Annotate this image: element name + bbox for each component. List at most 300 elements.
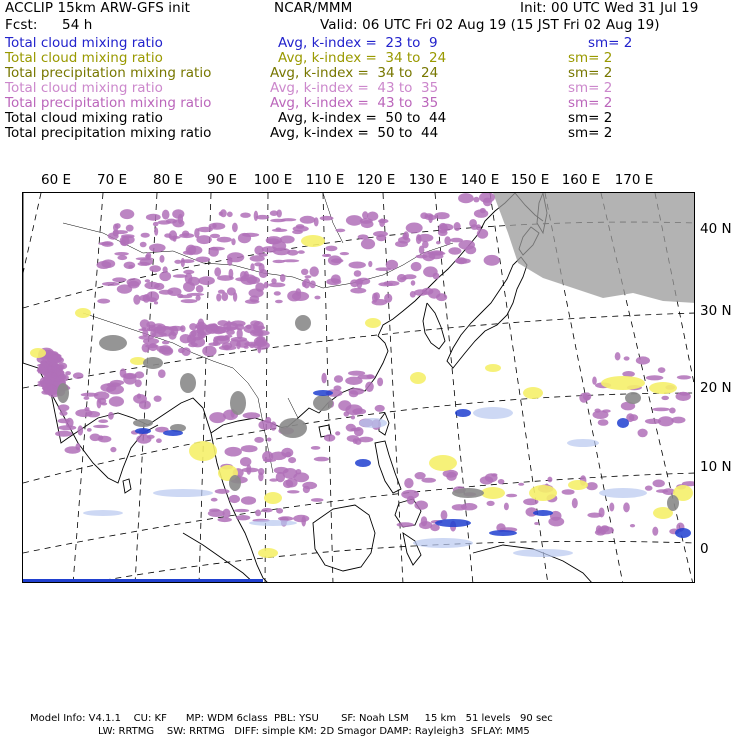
- longitude-label: 110 E: [305, 172, 345, 188]
- legend-avg-kindex: Avg, k-index = 43 to 35: [270, 80, 439, 96]
- purple-cloud-patch: [110, 447, 116, 452]
- purple-cloud-patch: [150, 329, 156, 337]
- gray-cloud-core: [143, 357, 163, 369]
- purple-cloud-patch: [331, 274, 341, 283]
- purple-cloud-patch: [227, 252, 244, 262]
- purple-cloud-patch: [280, 274, 286, 282]
- purple-cloud-patch: [226, 330, 235, 335]
- purple-cloud-patch: [325, 254, 331, 257]
- purple-cloud-patch: [140, 242, 147, 248]
- purple-cloud-patch: [180, 334, 192, 343]
- purple-cloud-patch: [335, 431, 340, 435]
- purple-cloud-patch: [638, 429, 648, 438]
- purple-cloud-patch: [403, 274, 416, 279]
- purple-cloud-patch: [350, 288, 366, 294]
- purple-cloud-patch: [480, 476, 493, 484]
- purple-cloud-patch: [433, 273, 440, 280]
- purple-cloud-patch: [351, 415, 355, 419]
- purple-cloud-patch: [159, 272, 171, 282]
- yellow-cloud-patch: [264, 492, 282, 504]
- fcst-value: 54 h: [62, 17, 93, 33]
- purple-cloud-patch: [658, 367, 666, 373]
- blue-cloud-patch: [435, 519, 471, 527]
- purple-cloud-patch: [194, 228, 199, 238]
- blue-cloud-patch: [313, 390, 333, 396]
- legend-field-name: Total cloud mixing ratio: [5, 80, 163, 96]
- yellow-cloud-patch: [568, 480, 588, 490]
- purple-cloud-patch: [93, 425, 109, 428]
- purple-cloud-patch: [354, 270, 362, 277]
- purple-cloud-patch: [441, 510, 448, 520]
- purple-cloud-patch: [127, 278, 142, 287]
- purple-cloud-patch: [160, 255, 165, 263]
- purple-cloud-patch: [144, 282, 159, 289]
- purple-cloud-patch: [473, 197, 479, 203]
- model-info-line2: LW: RRTMG SW: RRTMG DIFF: simple KM: 2D Smagor DAMP: Rayleigh3 SFLAY: MM5: [98, 726, 530, 737]
- purple-cloud-patch: [78, 425, 84, 435]
- model-info-line1: Model Info: V4.1.1 CU: KF MP: WDM 6class PBL: YSU SF: Noah LSM 15 km 51 levels 90 sec: [30, 713, 553, 724]
- purple-cloud-patch: [66, 418, 74, 428]
- light-blue-cloud-patch: [359, 418, 387, 428]
- light-blue-cloud-patch: [567, 439, 599, 447]
- gray-cloud-core: [452, 488, 484, 498]
- purple-cloud-patch: [609, 503, 614, 512]
- purple-cloud-patch: [411, 262, 422, 271]
- purple-cloud-patch: [101, 402, 107, 405]
- purple-cloud-patch: [149, 265, 161, 272]
- yellow-cloud-patch: [75, 308, 91, 318]
- purple-cloud-patch: [615, 352, 621, 360]
- purple-cloud-patch: [301, 269, 308, 275]
- valid-time: Valid: 06 UTC Fri 02 Aug 19 (15 JST Fri 02 Aug 19): [320, 17, 660, 33]
- purple-cloud-patch: [456, 257, 467, 264]
- blue-cloud-patch: [675, 528, 691, 538]
- latitude-label: 30 N: [700, 303, 732, 319]
- purple-cloud-patch: [216, 336, 229, 341]
- purple-cloud-patch: [180, 325, 186, 332]
- purple-cloud-patch: [241, 496, 256, 505]
- purple-cloud-patch: [87, 428, 92, 432]
- map-panel: [22, 192, 695, 583]
- purple-cloud-patch: [671, 417, 685, 424]
- purple-cloud-patch: [253, 330, 270, 336]
- purple-cloud-patch: [677, 375, 691, 379]
- purple-cloud-patch: [277, 210, 282, 218]
- purple-cloud-patch: [365, 382, 374, 392]
- fcst-label: Fcst:: [5, 17, 38, 33]
- gray-cloud-core: [667, 495, 679, 511]
- purple-cloud-patch: [345, 377, 362, 385]
- purple-cloud-patch: [652, 408, 670, 412]
- purple-cloud-patch: [373, 231, 388, 237]
- purple-cloud-patch: [348, 371, 365, 376]
- legend-smoothing: sm= 2: [588, 35, 633, 51]
- purple-cloud-patch: [214, 267, 221, 276]
- purple-cloud-patch: [661, 396, 669, 400]
- purple-cloud-patch: [314, 457, 329, 462]
- purple-cloud-patch: [253, 326, 265, 330]
- latitude-label: 20 N: [700, 380, 732, 396]
- purple-cloud-patch: [484, 255, 500, 266]
- purple-cloud-patch: [406, 223, 423, 234]
- yellow-cloud-patch: [301, 235, 325, 247]
- yellow-cloud-patch: [485, 364, 501, 372]
- purple-cloud-patch: [349, 262, 366, 269]
- purple-cloud-patch: [246, 325, 252, 330]
- purple-cloud-patch: [293, 226, 309, 232]
- purple-cloud-patch: [298, 250, 305, 254]
- purple-cloud-patch: [267, 438, 272, 442]
- org-title: NCAR/MMM: [274, 0, 353, 16]
- purple-cloud-patch: [354, 427, 364, 436]
- purple-cloud-patch: [465, 246, 476, 255]
- purple-cloud-patch: [361, 239, 375, 250]
- purple-cloud-patch: [106, 385, 124, 395]
- legend-field-name: Total cloud mixing ratio: [5, 35, 163, 51]
- legend-field-name: Total precipitation mixing ratio: [5, 65, 212, 81]
- purple-cloud-patch: [208, 324, 217, 329]
- purple-cloud-patch: [159, 348, 173, 355]
- purple-cloud-patch: [440, 224, 454, 231]
- purple-cloud-patch: [421, 478, 436, 483]
- purple-cloud-patch: [97, 398, 102, 408]
- light-blue-cloud-patch: [473, 407, 513, 419]
- purple-cloud-patch: [506, 494, 517, 498]
- purple-cloud-patch: [258, 468, 264, 475]
- purple-cloud-patch: [81, 393, 99, 397]
- gray-cloud-core: [133, 419, 153, 427]
- purple-cloud-patch: [292, 292, 309, 301]
- purple-cloud-patch: [349, 388, 365, 395]
- legend-field-name: Total cloud mixing ratio: [5, 50, 163, 66]
- legend-avg-kindex: Avg, k-index = 43 to 35: [270, 95, 439, 111]
- legend-field-name: Total precipitation mixing ratio: [5, 125, 212, 141]
- purple-cloud-patch: [240, 274, 257, 285]
- purple-cloud-patch: [136, 257, 154, 260]
- purple-cloud-patch: [38, 371, 48, 374]
- equatorial-cloud-band: [23, 579, 263, 582]
- purple-cloud-patch: [188, 342, 198, 347]
- longitude-label: 100 E: [253, 172, 293, 188]
- yellow-cloud-patch: [365, 318, 381, 328]
- yellow-cloud-patch: [429, 455, 457, 471]
- legend-field-name: Total precipitation mixing ratio: [5, 95, 212, 111]
- purple-cloud-patch: [534, 522, 539, 525]
- purple-cloud-patch: [358, 437, 373, 443]
- gray-cloud-core: [279, 418, 307, 438]
- purple-cloud-patch: [378, 282, 393, 286]
- purple-cloud-patch: [121, 234, 135, 238]
- legend-avg-kindex: Avg, k-index = 34 to 24: [270, 65, 439, 81]
- purple-cloud-patch: [137, 393, 141, 398]
- purple-cloud-patch: [269, 478, 278, 481]
- purple-cloud-patch: [141, 233, 150, 238]
- purple-cloud-patch: [378, 219, 388, 223]
- purple-cloud-patch: [233, 292, 237, 302]
- purple-cloud-patch: [98, 419, 108, 423]
- purple-cloud-patch: [421, 516, 428, 526]
- yellow-cloud-patch: [410, 372, 426, 384]
- purple-cloud-patch: [636, 356, 650, 364]
- purple-cloud-patch: [213, 340, 219, 346]
- purple-cloud-patch: [270, 452, 287, 461]
- purple-cloud-patch: [587, 513, 601, 518]
- legend-smoothing: sm= 2: [568, 50, 613, 66]
- purple-cloud-patch: [444, 236, 450, 245]
- purple-cloud-patch: [477, 229, 488, 239]
- purple-cloud-patch: [241, 445, 258, 452]
- purple-cloud-patch: [154, 396, 162, 402]
- purple-cloud-patch: [414, 501, 428, 510]
- purple-cloud-patch: [287, 490, 300, 493]
- purple-cloud-patch: [334, 375, 343, 383]
- purple-cloud-patch: [352, 408, 366, 414]
- purple-cloud-patch: [259, 263, 265, 272]
- purple-cloud-patch: [395, 241, 408, 247]
- purple-cloud-patch: [112, 277, 126, 282]
- purple-cloud-patch: [288, 457, 296, 463]
- purple-cloud-patch: [149, 244, 166, 253]
- purple-cloud-patch: [113, 230, 119, 237]
- legend-smoothing: sm= 2: [568, 110, 613, 126]
- purple-cloud-patch: [99, 435, 104, 440]
- purple-cloud-patch: [282, 259, 299, 262]
- purple-cloud-patch: [454, 222, 461, 231]
- purple-cloud-patch: [504, 503, 509, 511]
- purple-cloud-patch: [268, 283, 285, 288]
- purple-cloud-patch: [368, 261, 372, 267]
- purple-cloud-patch: [592, 377, 597, 385]
- blue-cloud-patch: [455, 409, 471, 417]
- purple-cloud-patch: [366, 374, 374, 378]
- purple-cloud-patch: [196, 285, 204, 293]
- purple-cloud-patch: [198, 276, 215, 285]
- purple-cloud-patch: [586, 482, 598, 490]
- purple-cloud-patch: [583, 392, 592, 400]
- yellow-cloud-patch: [189, 441, 217, 461]
- purple-cloud-patch: [108, 412, 114, 420]
- yellow-cloud-patch: [523, 387, 543, 399]
- purple-cloud-patch: [222, 292, 229, 301]
- purple-cloud-patch: [133, 295, 140, 305]
- purple-cloud-patch: [548, 517, 564, 527]
- purple-cloud-patch: [372, 299, 388, 305]
- gray-cloud-core: [230, 391, 246, 415]
- purple-cloud-patch: [153, 222, 159, 226]
- purple-cloud-patch: [518, 483, 524, 486]
- purple-cloud-patch: [422, 241, 429, 249]
- purple-cloud-patch: [52, 363, 60, 374]
- purple-cloud-patch: [114, 252, 129, 256]
- purple-cloud-patch: [645, 419, 661, 424]
- gray-cloud-core: [313, 395, 333, 411]
- legend-smoothing: sm= 2: [568, 95, 613, 111]
- purple-cloud-patch: [59, 411, 67, 416]
- purple-cloud-patch: [48, 354, 62, 363]
- yellow-cloud-patch: [649, 382, 677, 394]
- purple-cloud-patch: [212, 223, 216, 228]
- purple-cloud-patch: [328, 255, 342, 265]
- latitude-label: 40 N: [700, 221, 732, 237]
- purple-cloud-patch: [262, 508, 273, 512]
- purple-cloud-patch: [572, 498, 578, 508]
- purple-cloud-patch: [336, 229, 346, 233]
- purple-cloud-patch: [428, 288, 441, 298]
- purple-cloud-patch: [310, 281, 316, 289]
- purple-cloud-patch: [275, 300, 283, 303]
- purple-cloud-patch: [293, 515, 309, 522]
- purple-cloud-patch: [58, 404, 70, 411]
- purple-cloud-patch: [217, 237, 232, 243]
- purple-cloud-patch: [197, 227, 213, 232]
- purple-cloud-patch: [145, 344, 158, 348]
- purple-cloud-patch: [402, 234, 407, 240]
- purple-cloud-patch: [474, 209, 488, 218]
- purple-cloud-patch: [255, 510, 261, 517]
- legend-avg-kindex: Avg, k-index = 34 to 24: [278, 50, 447, 66]
- purple-cloud-patch: [159, 290, 173, 295]
- purple-cloud-patch: [154, 227, 158, 235]
- purple-cloud-patch: [224, 345, 230, 350]
- purple-cloud-patch: [479, 193, 495, 203]
- purple-cloud-patch: [76, 443, 81, 450]
- purple-cloud-patch: [181, 259, 194, 263]
- purple-cloud-patch: [156, 438, 162, 443]
- purple-cloud-patch: [162, 341, 170, 345]
- purple-cloud-patch: [65, 371, 71, 375]
- purple-cloud-patch: [407, 496, 415, 505]
- purple-cloud-patch: [216, 294, 221, 302]
- legend-smoothing: sm= 2: [568, 65, 613, 81]
- purple-cloud-patch: [547, 477, 552, 483]
- purple-cloud-patch: [303, 278, 310, 288]
- purple-cloud-patch: [281, 218, 297, 221]
- longitude-label: 150 E: [510, 172, 550, 188]
- yellow-cloud-patch: [258, 548, 278, 558]
- purple-cloud-patch: [645, 486, 653, 491]
- purple-cloud-patch: [231, 238, 235, 245]
- purple-cloud-patch: [246, 464, 251, 474]
- purple-cloud-patch: [458, 193, 474, 203]
- purple-cloud-patch: [487, 501, 495, 506]
- purple-cloud-patch: [355, 279, 363, 285]
- longitude-label: 140 E: [460, 172, 500, 188]
- longitude-label: 160 E: [561, 172, 601, 188]
- blue-cloud-patch: [617, 418, 629, 428]
- purple-cloud-patch: [157, 325, 163, 331]
- purple-cloud-patch: [179, 295, 192, 299]
- light-blue-cloud-patch: [413, 538, 473, 548]
- purple-cloud-patch: [217, 275, 234, 281]
- purple-cloud-patch: [417, 234, 433, 242]
- purple-cloud-patch: [630, 524, 635, 527]
- purple-cloud-patch: [669, 408, 676, 414]
- purple-cloud-patch: [404, 478, 413, 488]
- latitude-label: 0: [700, 541, 709, 557]
- light-blue-cloud-patch: [153, 489, 213, 497]
- purple-cloud-patch: [223, 509, 231, 519]
- legend-avg-kindex: Avg, k-index = 23 to 9: [278, 35, 438, 51]
- purple-cloud-patch: [598, 419, 609, 426]
- purple-cloud-patch: [314, 296, 320, 300]
- purple-cloud-patch: [227, 212, 233, 218]
- purple-cloud-patch: [375, 405, 385, 412]
- purple-cloud-patch: [250, 320, 260, 325]
- purple-cloud-patch: [97, 299, 110, 304]
- purple-cloud-patch: [653, 480, 665, 488]
- purple-cloud-patch: [109, 396, 124, 406]
- purple-cloud-patch: [436, 241, 441, 245]
- purple-cloud-patch: [415, 472, 426, 479]
- purple-cloud-patch: [346, 215, 363, 226]
- purple-cloud-patch: [254, 437, 264, 443]
- purple-cloud-patch: [597, 526, 614, 534]
- purple-cloud-patch: [227, 321, 232, 331]
- purple-cloud-patch: [215, 489, 230, 494]
- purple-cloud-patch: [411, 280, 416, 285]
- purple-cloud-patch: [623, 502, 630, 512]
- purple-cloud-patch: [120, 209, 134, 219]
- purple-cloud-patch: [448, 247, 461, 254]
- longitude-label: 80 E: [153, 172, 183, 188]
- purple-cloud-patch: [321, 373, 326, 384]
- purple-cloud-patch: [272, 229, 288, 232]
- purple-cloud-patch: [242, 233, 259, 237]
- yellow-cloud-patch: [30, 348, 46, 358]
- purple-cloud-patch: [40, 360, 46, 366]
- purple-cloud-patch: [240, 213, 251, 218]
- purple-cloud-patch: [158, 369, 166, 378]
- purple-cloud-patch: [97, 261, 112, 269]
- longitude-label: 60 E: [41, 172, 71, 188]
- purple-cloud-patch: [55, 431, 72, 437]
- purple-cloud-patch: [196, 257, 211, 263]
- purple-cloud-patch: [211, 498, 218, 502]
- purple-cloud-patch: [182, 347, 191, 356]
- purple-cloud-patch: [303, 486, 310, 493]
- light-blue-cloud-patch: [599, 488, 647, 498]
- purple-cloud-patch: [234, 509, 249, 512]
- purple-cloud-patch: [344, 411, 350, 416]
- purple-cloud-patch: [75, 409, 92, 417]
- purple-cloud-patch: [220, 209, 227, 217]
- yellow-cloud-patch: [481, 487, 505, 499]
- purple-cloud-patch: [254, 211, 258, 221]
- blue-cloud-patch: [163, 430, 183, 436]
- purple-cloud-patch: [320, 216, 334, 221]
- purple-cloud-patch: [266, 238, 280, 244]
- purple-cloud-patch: [340, 252, 349, 255]
- purple-cloud-patch: [128, 265, 133, 269]
- longitude-label: 70 E: [97, 172, 127, 188]
- legend-avg-kindex: Avg, k-index = 50 to 44: [270, 125, 439, 141]
- purple-cloud-patch: [157, 220, 171, 224]
- purple-cloud-patch: [73, 372, 84, 379]
- purple-cloud-patch: [324, 434, 335, 441]
- purple-cloud-patch: [377, 378, 383, 387]
- purple-cloud-patch: [98, 242, 112, 245]
- legend-avg-kindex: Avg, k-index = 50 to 44: [278, 110, 447, 126]
- longitude-label: 90 E: [207, 172, 237, 188]
- purple-cloud-patch: [498, 479, 505, 484]
- purple-cloud-patch: [229, 495, 240, 503]
- purple-cloud-patch: [264, 282, 269, 289]
- purple-cloud-patch: [280, 236, 295, 244]
- purple-cloud-patch: [414, 289, 428, 296]
- map-canvas: [23, 193, 695, 583]
- purple-cloud-patch: [562, 489, 575, 495]
- purple-cloud-patch: [174, 260, 181, 264]
